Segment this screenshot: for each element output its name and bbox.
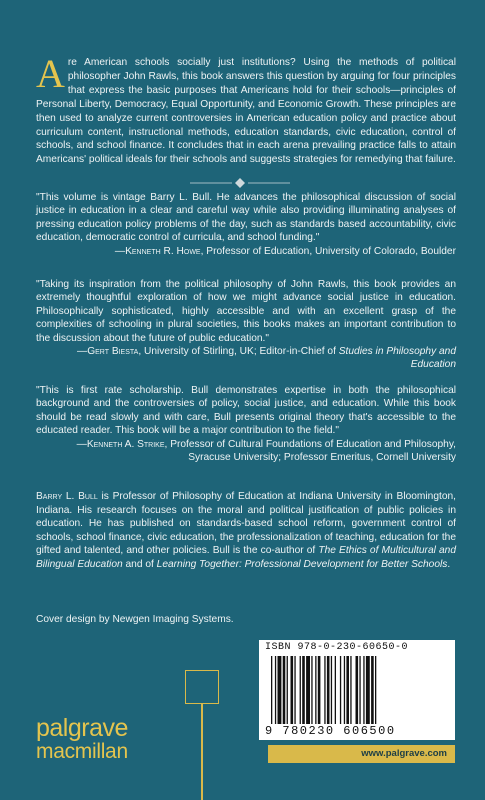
quote-affiliation: , Professor of Education, University of Colorado, Boulder — [200, 245, 456, 257]
quote-author: Gert Biesta — [87, 346, 139, 358]
bio-text: and of — [122, 558, 157, 570]
cover-design-credit: Cover design by Newgen Imaging Systems. — [36, 614, 234, 625]
barcode-bars — [269, 656, 445, 724]
quote-affiliation: , Professor of Cultural Foundations of Education and Philosophy, Syracuse University; Professor Emeritus, Cornell University — [164, 438, 456, 464]
endorsement-quote — [36, 191, 456, 258]
publisher-url: www.palgrave.com — [361, 748, 447, 759]
quote-attribution — [36, 345, 456, 372]
ean-digits: 9 780230 606500 — [265, 724, 396, 738]
quote-attribution — [36, 438, 456, 465]
attribution-dash: — — [76, 438, 87, 450]
quote-text: "This is first rate scholarship. Bull demonstrates expertise in both the philosophical background and the controversies of policy, social justice, and education. While this book should be read slowly and with care, Bull presents original theory that's accessible to the educated reader. This book will be a major contribution to the field." — [36, 385, 456, 437]
attribution-dash: — — [114, 245, 126, 257]
endorsement-quote — [36, 384, 456, 464]
journal-title: Studies in Philosophy and Education — [338, 346, 456, 371]
quote-author: Kenneth R. Howe — [125, 245, 201, 257]
author-bio — [36, 490, 456, 572]
quote-text: "Taking its inspiration from the political philosophy of John Rawls, this book provides an extremely thoughtful exploration of how we might advance social justice in education. Philosophically sophisticated, highly accessible and with an excellent grasp of the complexities of schooling in plural societies, this books makes an important contribution to the discussion about the future of public education." — [36, 279, 456, 344]
book-description — [36, 51, 456, 167]
publisher-name-palgrave: palgrave — [36, 714, 128, 742]
book-title: The Ethics of Multicultural and Bilingual Education — [36, 545, 456, 570]
isbn-label: ISBN 978-0-230-60650-0 — [265, 642, 409, 653]
drop-cap: A — [36, 51, 65, 96]
isbn-barcode — [259, 640, 455, 740]
ornamental-divider — [190, 178, 290, 188]
bio-text: is Professor of Philosophy of Education at Indiana University in Bloomington, Indiana. His research focuses on the moral and political justification of public policies in education. He has published on standards-based school reform, government control of schools, school finance, civic education, the professionalization of teaching, education for the gifted and talented, and other policies. Bull is the co-author of — [36, 491, 456, 557]
bio-text: . — [447, 558, 451, 570]
quote-affiliation: , University of Stirling, UK; Editor-in-Chief of — [138, 346, 339, 358]
publisher-url-bar — [268, 745, 455, 763]
quote-attribution — [36, 245, 456, 258]
book-title: Learning Together: Professional Development for Better Schools — [156, 558, 448, 570]
publisher-logo-line — [201, 703, 203, 800]
attribution-dash: — — [77, 346, 88, 358]
quote-author: Kenneth A. Strike — [86, 438, 165, 450]
quote-text: "This volume is vintage Barry L. Bull. He advances the philosophical discussion of social justice in education in a clear and careful way while also providing illuminating analyses of pressing education policy problems of the day, such as standards based accountability, civic education, democratic control of curricula, and school funding." — [36, 192, 456, 244]
publisher-logo-square — [185, 670, 219, 704]
publisher-name-macmillan: macmillan — [36, 740, 128, 763]
endorsement-quote — [36, 278, 456, 372]
author-name: Barry L. Bull — [36, 491, 98, 502]
description-text: re American schools socially just institutions? Using the methods of political philosopher John Rawls, this book answers this question by arguing for four principles that express the basic purposes that Americans hold for their schools—principles of Personal Liberty, Democracy, Equal Opportunity, and Economic Growth. These principles are then used to analyze current controversies in American education policy and practice about curriculum content, instructional methods, education standards, civic education, control of schools, and school finance. It concludes that in each arena prevailing practice falls to attain Americans' political ideals for their schools and suggests strategies for remedying that failure. — [36, 57, 456, 166]
